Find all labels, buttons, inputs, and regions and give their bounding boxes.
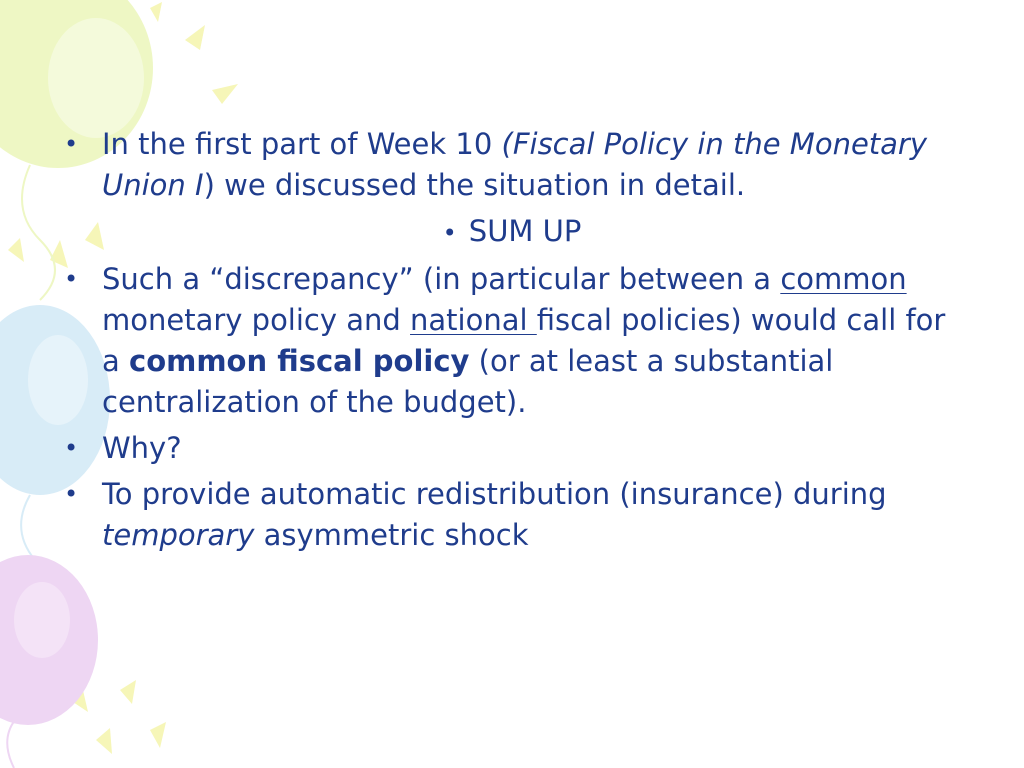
slide-body xyxy=(62,124,962,561)
bullet-marker: • xyxy=(64,130,79,158)
bullet-text: To provide automatic redistribution (insurance) during xyxy=(102,477,887,511)
bullet-text: SUM UP xyxy=(468,214,582,248)
bullet-item-centered xyxy=(62,211,962,254)
bullet-marker: • xyxy=(64,434,79,462)
bullet-text-italic: temporary xyxy=(102,518,255,552)
bullet-text: Why? xyxy=(102,431,182,465)
bullet-text: asymmetric shock xyxy=(254,518,529,552)
purple-balloon-icon xyxy=(0,555,98,768)
bullet-text-underlined: common xyxy=(780,262,907,296)
bullet-marker: • xyxy=(64,265,79,293)
bullet-text: fiscal policies) would call for a xyxy=(102,303,946,378)
bullet-marker: • xyxy=(442,219,457,247)
bullet-text: In the first part of Week 10 xyxy=(102,127,502,161)
bullet-marker: • xyxy=(64,480,79,508)
bullet-item xyxy=(62,428,962,469)
bullet-text: ) we discussed the situation in detail. xyxy=(203,168,746,202)
bullet-item xyxy=(62,259,962,423)
bullet-text: monetary policy and xyxy=(102,303,411,337)
bullet-text-underlined: national xyxy=(410,303,537,337)
bullet-text: (or at least a substantial centralization of the budget). xyxy=(102,344,834,419)
bullet-item xyxy=(62,474,962,556)
bullet-text-bold: common fiscal policy xyxy=(129,344,470,378)
bullet-text: Such a “discrepancy” (in particular between a xyxy=(102,262,781,296)
bullet-item xyxy=(62,124,962,206)
bullet-text-italic: (Fiscal Policy in the Monetary Union I xyxy=(102,127,928,202)
